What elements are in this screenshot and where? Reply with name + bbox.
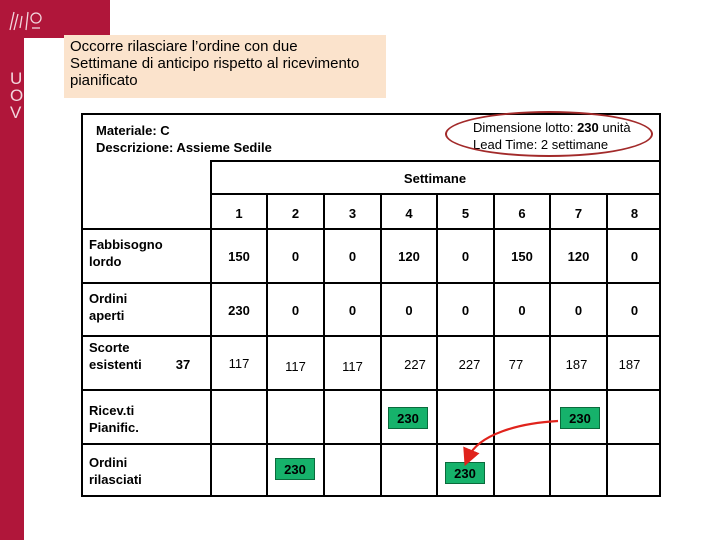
open-cell: 0 xyxy=(291,303,300,318)
row-label-line: Pianific. xyxy=(89,420,139,435)
note-line: pianificato xyxy=(70,72,138,89)
weeks-title: Settimane xyxy=(403,171,467,186)
row-label-line: Fabbisogno xyxy=(89,237,163,252)
lot-size-unit: unità xyxy=(598,120,631,135)
row-label-line: Ordini xyxy=(89,291,128,306)
gross-cell: 150 xyxy=(228,249,250,264)
description-label: Descrizione: Assieme Sedile xyxy=(96,140,272,155)
gross-cell: 0 xyxy=(461,249,470,264)
note-line: Settimane di anticipo rispetto al ricevimento xyxy=(70,55,360,72)
stock-cell: 227 xyxy=(458,357,481,372)
week-number: 1 xyxy=(235,206,243,221)
planned-receipt-box: 230 xyxy=(560,407,600,429)
week-number: 3 xyxy=(348,206,357,221)
row-label-line: Ricev.ti xyxy=(89,403,135,418)
lead-time-line: Lead Time: 2 settimane xyxy=(473,137,609,152)
open-cell: 0 xyxy=(348,303,357,318)
initial-stock: 37 xyxy=(175,357,191,372)
stock-cell: 117 xyxy=(228,356,250,371)
open-cell: 230 xyxy=(228,303,250,318)
week-number: 6 xyxy=(518,206,526,221)
row-label-line: rilasciati xyxy=(89,472,142,487)
stock-cell: 187 xyxy=(565,357,588,372)
stock-cell: 117 xyxy=(285,359,306,374)
week-number: 4 xyxy=(405,206,413,221)
week-number: 5 xyxy=(461,206,470,221)
row-label-line: lordo xyxy=(89,254,122,269)
stock-cell: 227 xyxy=(404,357,426,372)
open-cell: 0 xyxy=(405,303,413,318)
side-letter: O xyxy=(10,86,24,105)
row-label-line: esistenti xyxy=(89,357,142,372)
side-letter: U xyxy=(10,69,23,88)
material-label: Materiale: C xyxy=(96,123,170,138)
week-number: 8 xyxy=(630,206,639,221)
open-cell: 0 xyxy=(461,303,470,318)
row-label-line: Scorte xyxy=(89,340,130,355)
side-letter: V xyxy=(10,103,22,122)
gross-cell: 0 xyxy=(630,249,639,264)
open-cell: 0 xyxy=(574,303,583,318)
gross-cell: 120 xyxy=(398,249,420,264)
gross-cell: 120 xyxy=(567,249,590,264)
week-number: 7 xyxy=(574,206,583,221)
order-release-box: 230 xyxy=(445,462,485,484)
note-line: Occorre rilasciare l’ordine con due xyxy=(70,38,298,55)
gross-cell: 150 xyxy=(511,249,533,264)
lot-size-value: 230 xyxy=(577,120,599,135)
gross-cell: 0 xyxy=(291,249,300,264)
planned-receipt-box: 230 xyxy=(388,407,428,429)
row-label-line: aperti xyxy=(89,308,125,323)
row-label-line: Ordini xyxy=(89,455,128,470)
stock-cell: 187 xyxy=(618,357,641,372)
order-release-box: 230 xyxy=(275,458,315,480)
stock-cell: 77 xyxy=(508,357,524,372)
gross-cell: 0 xyxy=(348,249,357,264)
open-cell: 0 xyxy=(518,303,526,318)
open-cell: 0 xyxy=(630,303,639,318)
lot-size-label: Dimensione lotto: xyxy=(473,120,578,135)
week-number: 2 xyxy=(291,206,300,221)
stock-cell: 117 xyxy=(342,359,363,374)
